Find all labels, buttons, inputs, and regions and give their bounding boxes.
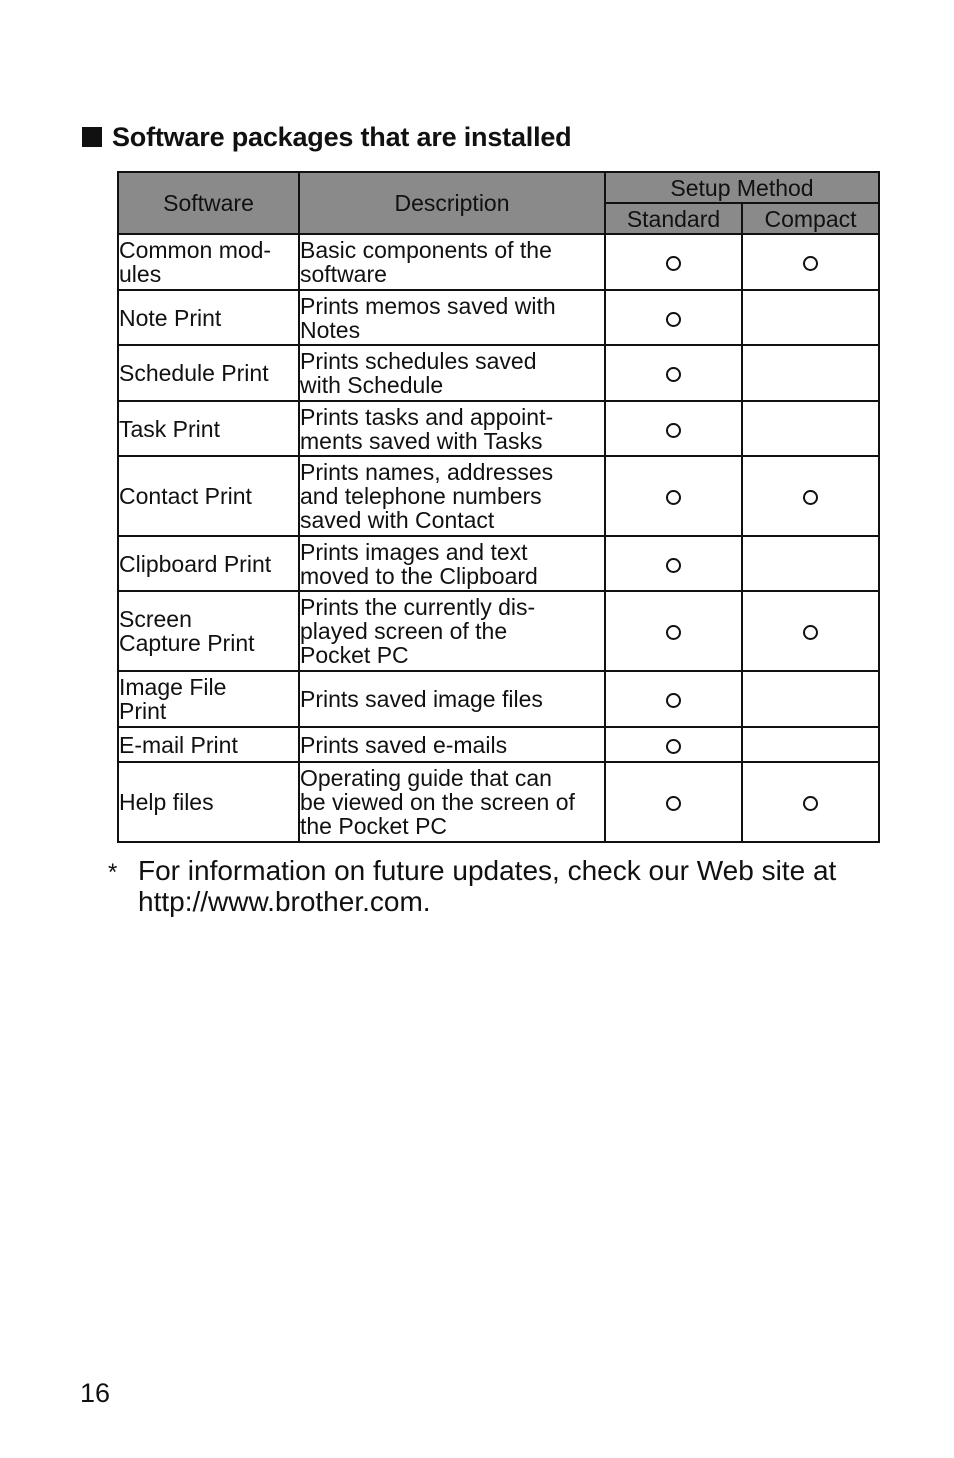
compact-cell [742, 671, 879, 727]
table-row [118, 234, 879, 290]
description-cell: Prints memos saved with Notes [299, 290, 605, 345]
standard-cell [605, 762, 742, 842]
software-cell: Clipboard Print [118, 536, 299, 591]
table-row [118, 456, 879, 536]
header-compact: Compact [742, 203, 879, 234]
compact-cell [742, 234, 879, 290]
compact-cell [742, 401, 879, 456]
description-cell: Prints schedules saved with Schedule [299, 345, 605, 401]
software-cell: Schedule Print [118, 345, 299, 401]
software-cell: Help files [118, 762, 299, 842]
standard-cell [605, 290, 742, 345]
circle-icon [666, 693, 681, 708]
description-cell: Prints images and text moved to the Clipboard [299, 536, 605, 591]
compact-cell [742, 762, 879, 842]
description-cell: Prints saved image files [299, 671, 605, 727]
compact-cell [742, 345, 879, 401]
square-bullet-icon [82, 127, 102, 147]
software-cell: Contact Print [118, 456, 299, 536]
compact-cell [742, 591, 879, 671]
description-cell: Prints saved e-mails [299, 727, 605, 762]
table-row [118, 290, 879, 345]
table-row [118, 401, 879, 456]
standard-cell [605, 536, 742, 591]
footnote-text: For information on future updates, check our Web site at http://www.brother.com. [138, 855, 837, 917]
software-packages-table [117, 171, 880, 843]
description-cell: Basic components of the software [299, 234, 605, 290]
section-heading-text: Software packages that are installed [112, 121, 572, 152]
software-cell: E-mail Print [118, 727, 299, 762]
compact-cell [742, 456, 879, 536]
description-cell: Prints the currently dis- played screen of the Pocket PC [299, 591, 605, 671]
standard-cell [605, 345, 742, 401]
circle-icon [666, 796, 681, 811]
table-row [118, 591, 879, 671]
description-cell: Prints tasks and appoint- ments saved with Tasks [299, 401, 605, 456]
table-row [118, 345, 879, 401]
circle-icon [803, 796, 818, 811]
table-row [118, 762, 879, 842]
table-row [118, 727, 879, 762]
software-cell: Task Print [118, 401, 299, 456]
table-row [118, 671, 879, 727]
standard-cell [605, 727, 742, 762]
circle-icon [666, 423, 681, 438]
description-cell: Prints names, addresses and telephone numbers saved with Contact [299, 456, 605, 536]
standard-cell [605, 234, 742, 290]
header-setup-method: Setup Method [605, 172, 879, 203]
standard-cell [605, 401, 742, 456]
table-row [118, 536, 879, 591]
software-cell: Note Print [118, 290, 299, 345]
circle-icon [803, 625, 818, 640]
software-cell: Image File Print [118, 671, 299, 727]
circle-icon [666, 367, 681, 382]
circle-icon [666, 256, 681, 271]
software-cell: Common mod- ules [118, 234, 299, 290]
circle-icon [803, 490, 818, 505]
standard-cell [605, 671, 742, 727]
header-standard: Standard [605, 203, 742, 234]
footnote [108, 855, 898, 917]
circle-icon [666, 312, 681, 327]
circle-icon [666, 558, 681, 573]
compact-cell [742, 727, 879, 762]
circle-icon [666, 490, 681, 505]
description-cell: Operating guide that can be viewed on the screen of the Pocket PC [299, 762, 605, 842]
compact-cell [742, 290, 879, 345]
section-heading [82, 120, 571, 154]
standard-cell [605, 456, 742, 536]
software-cell: Screen Capture Print [118, 591, 299, 671]
table-body [118, 234, 879, 842]
standard-cell [605, 591, 742, 671]
page-number: 16 [80, 1378, 111, 1408]
circle-icon [803, 256, 818, 271]
header-software: Software [118, 172, 299, 234]
header-description: Description [299, 172, 605, 234]
compact-cell [742, 536, 879, 591]
circle-icon [666, 625, 681, 640]
circle-icon [666, 739, 681, 754]
footnote-marker: * [108, 859, 118, 886]
